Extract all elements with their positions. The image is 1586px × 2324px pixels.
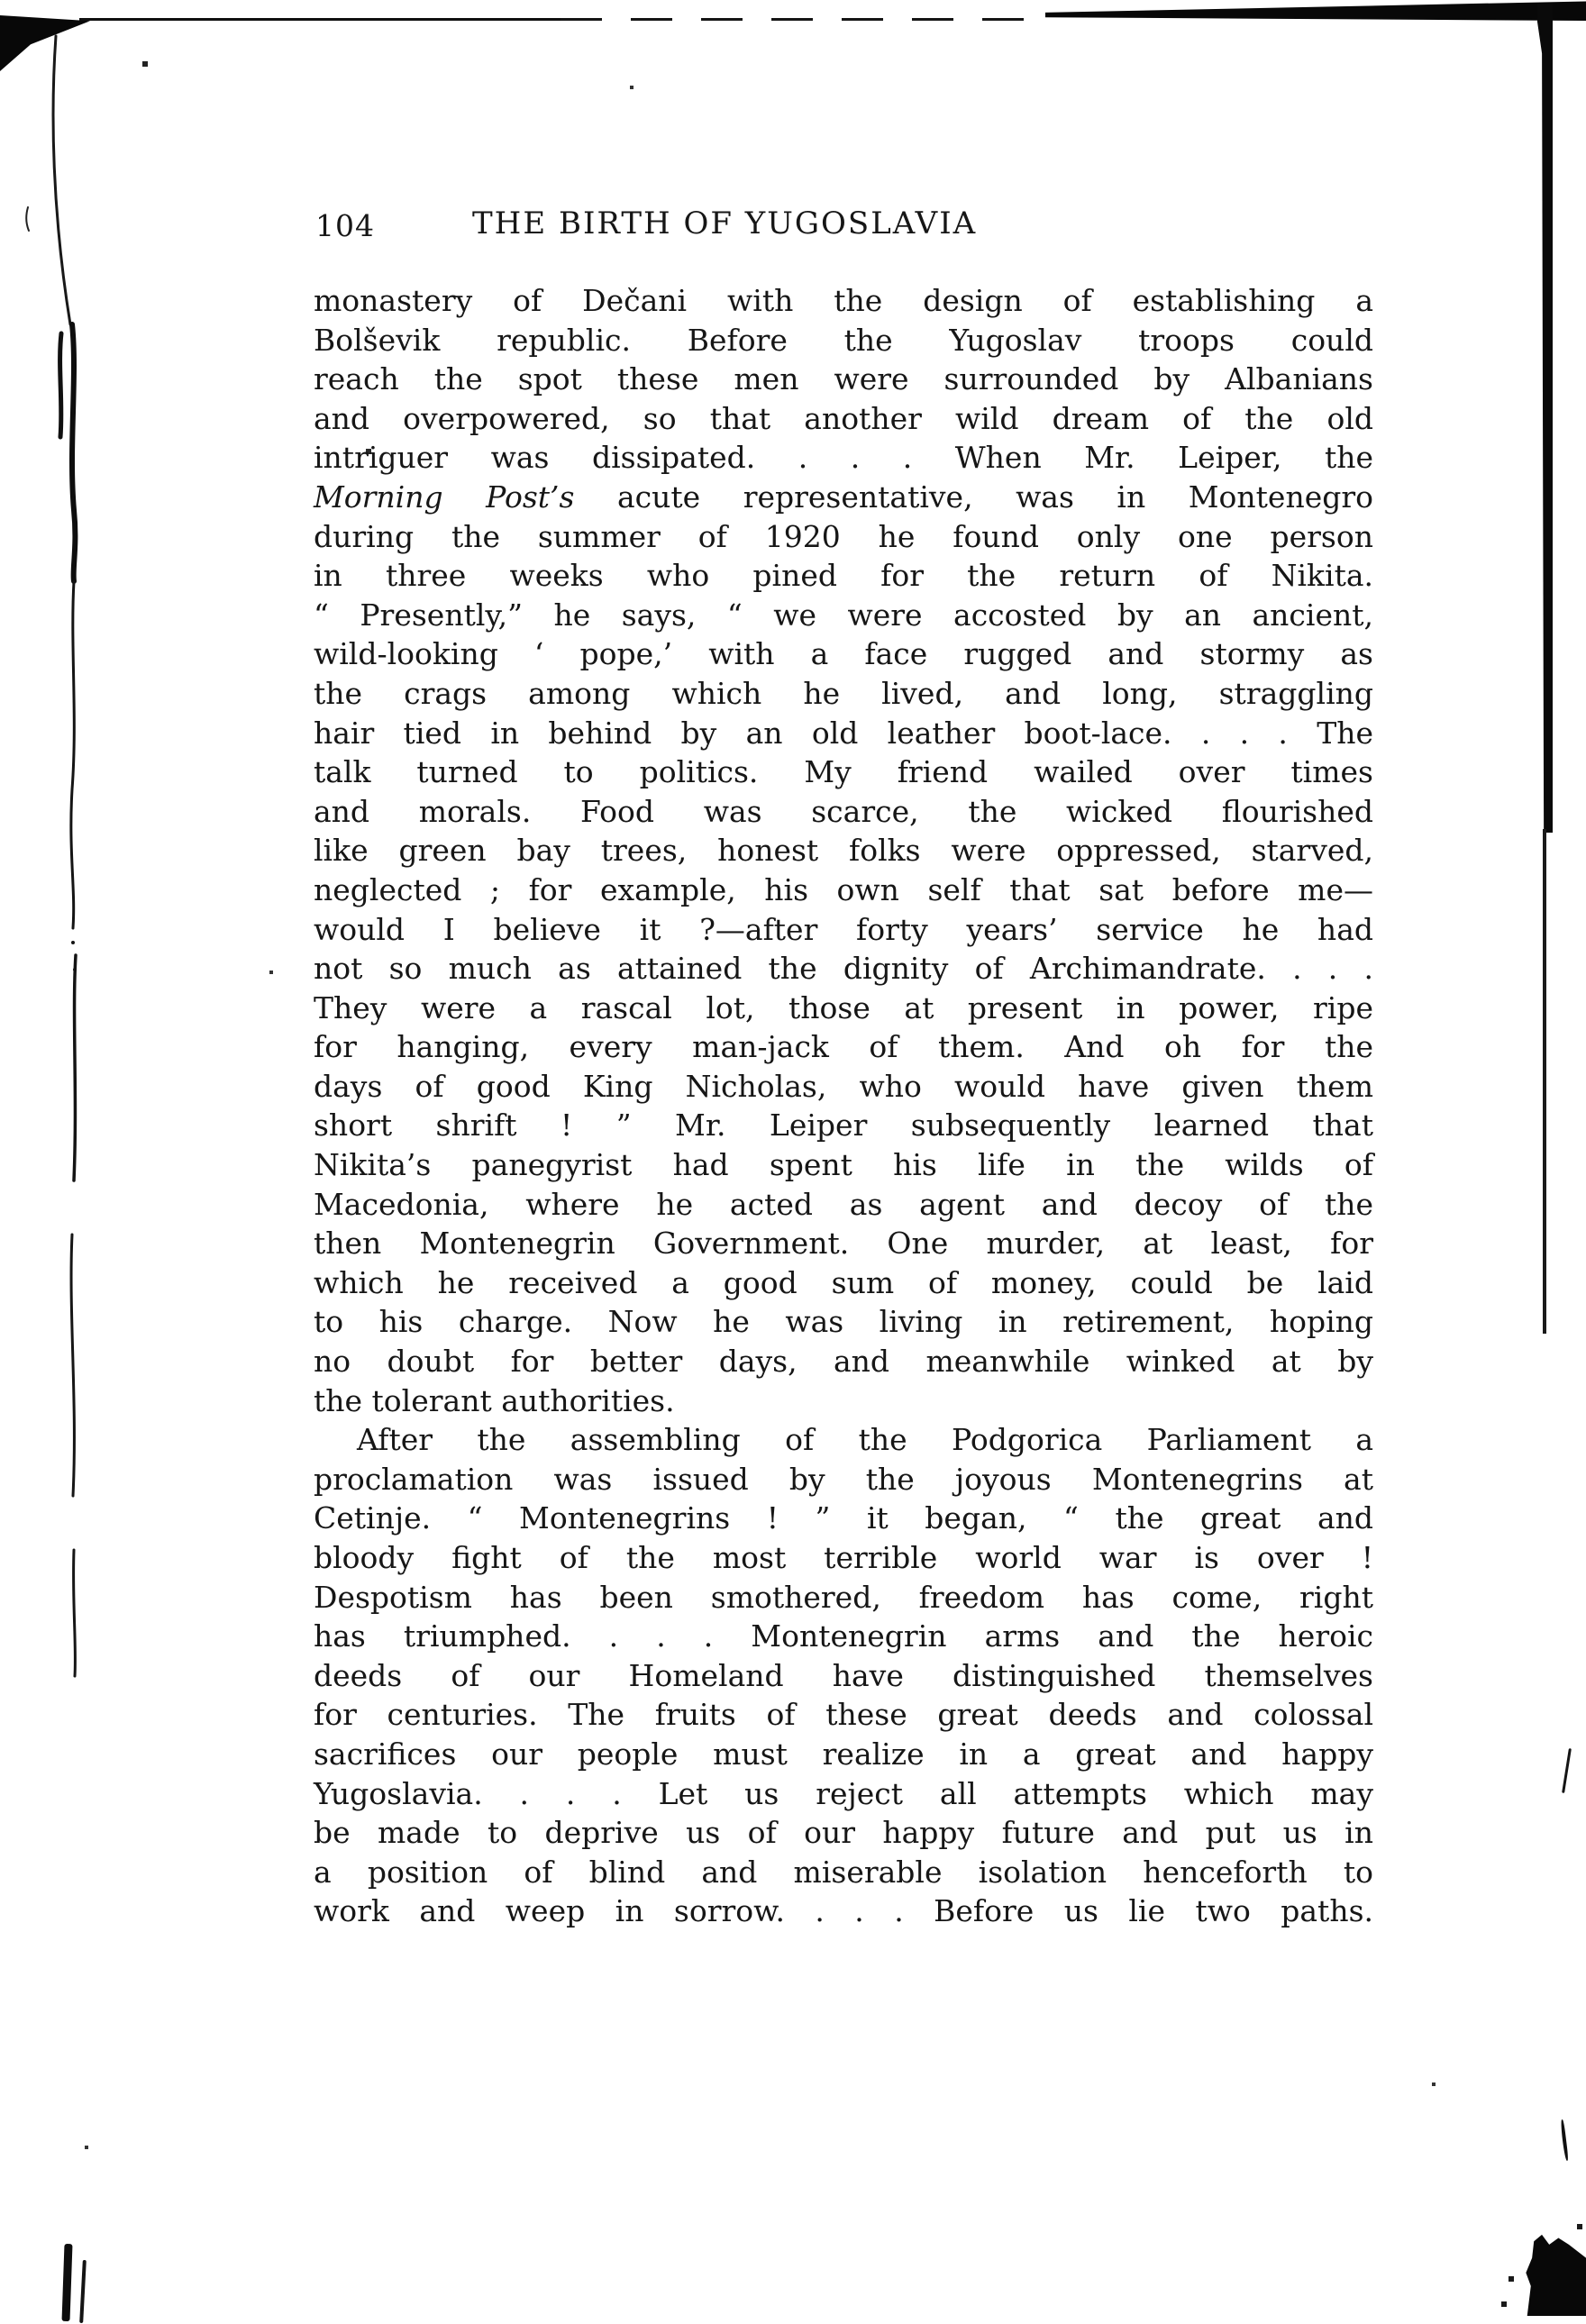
text-segment: in three weeks who pined for the return of Nikita.: [314, 558, 1373, 594]
text-segment: days of good King Nicholas, who would have given them: [314, 1068, 1373, 1104]
text-line: [314, 360, 1373, 399]
text-segment: and overpowered, so that another wild dream of the old: [314, 400, 1373, 436]
text-segment: be made to deprive us of our happy future and put us in: [314, 1815, 1373, 1851]
text-line: [314, 1617, 1373, 1656]
text-line: [314, 1067, 1373, 1107]
text-line: [314, 1145, 1373, 1185]
text-line: [314, 1381, 1373, 1421]
text-segment: talk turned to politics. My friend wailed over times: [314, 754, 1373, 790]
scan-mark-bottom-right: [1560, 2119, 1569, 2161]
scan-crease-left: [25, 32, 106, 1727]
text-line: [314, 1420, 1373, 1460]
text-segment: proclamation was issued by the joyous Montenegrins at: [314, 1461, 1373, 1497]
text-segment: work and weep in sorrow. . . . Before us lie two paths.: [314, 1893, 1373, 1929]
text-line: [314, 1460, 1373, 1499]
text-segment: They were a rascal lot, those at present in power, ripe: [314, 989, 1373, 1025]
text-line: [314, 1027, 1373, 1067]
text-line: [314, 1224, 1373, 1263]
text-segment: would I believe it ?—after forty years’ service he had: [314, 911, 1373, 947]
text-line: [314, 1302, 1373, 1342]
text-line: [314, 438, 1373, 478]
text-segment: deeds of our Homeland have distinguished themselves: [314, 1657, 1373, 1693]
text-segment: has triumphed. . . . Montenegrin arms and the heroic: [314, 1618, 1373, 1654]
text-line: [314, 752, 1373, 792]
text-segment: “ Presently,” he says, “ we were accosted by an ancient,: [314, 597, 1373, 633]
text-line: [314, 1774, 1373, 1814]
scan-top-edge-line-dashed: [561, 18, 1047, 21]
text-segment: for hanging, every man-jack of them. And oh for the: [314, 1029, 1373, 1065]
scan-mark-right: [1562, 1748, 1572, 1793]
text-line: [314, 910, 1373, 950]
scan-mark-bottom-left-2: [79, 2260, 87, 2323]
text-segment: Cetinje. “ Montenegrins ! ” it began, “ the great and: [314, 1500, 1373, 1536]
text-segment: Yugoslavia. . . . Let us reject all attempts which may: [314, 1775, 1373, 1811]
text-segment: bloody fight of the most terrible world war is over !: [314, 1540, 1373, 1575]
text-segment: to his charge. Now he was living in retirement, hoping: [314, 1304, 1373, 1340]
text-line: [314, 596, 1373, 635]
running-title: THE BIRTH OF YUGOSLAVIA: [472, 205, 978, 242]
text-segment: Nikita’s panegyrist had spent his life in the wilds of: [314, 1147, 1373, 1183]
text-line: [314, 949, 1373, 989]
text-line: [314, 281, 1373, 321]
text-segment: hair tied in behind by an old leather boot-lace. . . . The: [314, 715, 1373, 751]
text-segment: not so much as attained the dignity of Archimandrate. . . .: [314, 951, 1373, 987]
text-segment: intriguer was dissipated. . . . When Mr. Leiper, the: [314, 440, 1373, 476]
scan-top-edge-line: [79, 18, 561, 21]
text-line: [314, 831, 1373, 870]
scan-right-edge-line: [1543, 829, 1546, 1334]
text-segment: acute representative, was in Montenegro: [574, 478, 1373, 515]
scan-smudge-bottom-right: [1525, 2233, 1586, 2316]
text-line: [314, 1735, 1373, 1774]
text-line: [314, 989, 1373, 1028]
text-segment: After the assembling of the Podgorica Parliament a: [357, 1422, 1373, 1458]
text-segment: short shrift ! ” Mr. Leiper subsequently learned that: [314, 1107, 1373, 1144]
italic-text-segment: Morning Post’s: [314, 478, 575, 515]
text-segment: wild-looking ‘ pope,’ with a face rugged and stormy as: [314, 636, 1373, 672]
text-line: [314, 556, 1373, 596]
text-line: [314, 1853, 1373, 1892]
scan-mark-bottom-left-1: [62, 2244, 73, 2321]
text-segment: then Montenegrin Government. One murder, at least, for: [314, 1226, 1373, 1262]
text-segment: Bolševik republic. Before the Yugoslav troops could: [314, 322, 1373, 358]
text-line: [314, 792, 1373, 832]
page-number: 104: [315, 208, 375, 243]
text-line: [314, 1342, 1373, 1381]
text-line: [314, 634, 1373, 674]
scan-right-edge-bar: [1537, 4, 1553, 833]
text-segment: the tolerant authorities.: [314, 1382, 675, 1418]
page-text: [314, 281, 1373, 1931]
text-line: [314, 1185, 1373, 1225]
text-line: [314, 1538, 1373, 1578]
text-line: [314, 517, 1373, 557]
text-segment: for centuries. The fruits of these great deeds and colossal: [314, 1697, 1373, 1733]
text-line: [314, 1695, 1373, 1735]
text-segment: during the summer of 1920 he found only one person: [314, 518, 1373, 554]
text-line: [314, 399, 1373, 439]
text-segment: and morals. Food was scarce, the wicked flourished: [314, 793, 1373, 829]
text-segment: Macedonia, where he acted as agent and decoy of the: [314, 1186, 1373, 1222]
text-segment: like green bay trees, honest folks were oppressed, starved,: [314, 833, 1373, 869]
text-line: [314, 1578, 1373, 1618]
text-segment: neglected ; for example, his own self that sat before me—: [314, 871, 1373, 907]
text-line: [314, 478, 1373, 517]
scan-smudge-top-left: [0, 15, 90, 71]
scan-specks: [0, 0, 2, 2]
text-segment: which he received a good sum of money, could be laid: [314, 1264, 1373, 1300]
text-line: [314, 674, 1373, 714]
text-segment: no doubt for better days, and meanwhile winked at by: [314, 1344, 1373, 1380]
text-line: [314, 870, 1373, 910]
text-line: [314, 714, 1373, 753]
text-line: [314, 1891, 1373, 1931]
text-line: [314, 1813, 1373, 1853]
text-segment: Despotism has been smothered, freedom has come, right: [314, 1579, 1373, 1615]
text-line: [314, 321, 1373, 360]
text-segment: a position of blind and miserable isolation henceforth to: [314, 1854, 1373, 1890]
text-segment: monastery of Dečani with the design of establishing a: [314, 283, 1373, 318]
text-line: [314, 1263, 1373, 1303]
text-line: [314, 1656, 1373, 1696]
text-segment: sacrifices our people must realize in a great and happy: [314, 1736, 1373, 1772]
text-line: [314, 1106, 1373, 1145]
text-line: [314, 1499, 1373, 1538]
page-header: [314, 205, 1373, 249]
text-segment: the crags among which he lived, and long, straggling: [314, 675, 1373, 711]
text-segment: reach the spot these men were surrounded by Albanians: [314, 361, 1373, 397]
scan-smudge-top-right: [1045, 0, 1586, 22]
